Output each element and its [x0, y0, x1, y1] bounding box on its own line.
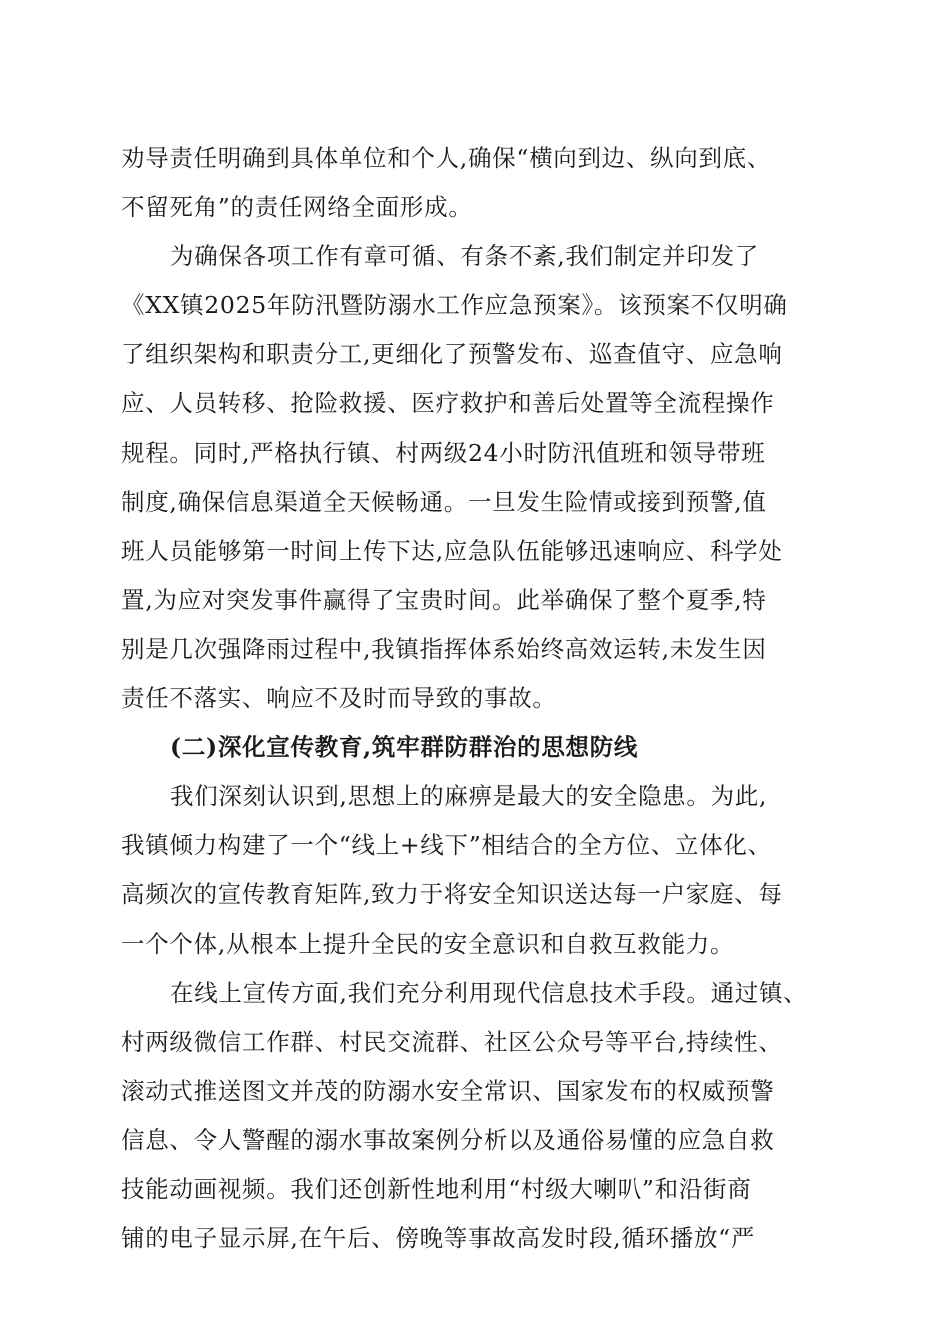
paragraph-line: 铺的电子显示屏,在午后、傍晚等事故高发时段,循环播放“严	[121, 1224, 756, 1253]
paragraph-line: 责任不落实、响应不及时而导致的事故。	[121, 684, 557, 713]
section-heading: (二)深化宣传教育,筑牢群防群治的思想防线	[170, 733, 639, 762]
paragraph-line: 技能动画视频。我们还创新性地利用“村级大喇叭”和沿街商	[121, 1174, 752, 1203]
paragraph-line: 应、人员转移、抢险救援、医疗救护和善后处置等全流程操作	[121, 389, 775, 418]
paragraph-line: 我镇倾力构建了一个“线上+线下”相结合的全方位、立体化、	[121, 831, 772, 860]
paragraph-line: 劝导责任明确到具体单位和个人,确保“横向到边、纵向到底、	[121, 144, 772, 172]
paragraph-line: 置,为应对突发事件赢得了宝贵时间。此举确保了整个夏季,特	[121, 585, 767, 614]
paragraph-line: 规程。同时,严格执行镇、村两级24小时防汛值班和领导带班	[121, 438, 766, 467]
paragraph-line: 村两级微信工作群、村民交流群、社区公众号等平台,持续性、	[121, 1027, 783, 1056]
paragraph-line: 了组织架构和职责分工,更细化了预警发布、巡查值守、应急响	[121, 340, 783, 369]
paragraph-line: 在线上宣传方面,我们充分利用现代信息技术手段。通过镇、	[170, 978, 808, 1007]
paragraph-line: 不留死角”的责任网络全面形成。	[121, 193, 473, 222]
paragraph-line: 一个个体,从根本上提升全民的安全意识和自救互救能力。	[121, 929, 735, 958]
paragraph-line: 《XX镇2025年防汛暨防溺水工作应急预案》。该预案不仅明确	[121, 291, 788, 320]
document-body	[121, 134, 831, 1263]
paragraph-line: 信息、令人警醒的溺水事故案例分析以及通俗易懂的应急自救	[121, 1125, 775, 1154]
paragraph-line: 班人员能够第一时间上传下达,应急队伍能够迅速响应、科学处	[121, 536, 783, 565]
paragraph-line: 我们深刻认识到,思想上的麻痹是最大的安全隐患。为此,	[170, 782, 768, 811]
paragraph-line: 高频次的宣传教育矩阵,致力于将安全知识送达每一户家庭、每	[121, 880, 783, 909]
paragraph-line: 为确保各项工作有章可循、有条不紊,我们制定并印发了	[170, 242, 759, 271]
paragraph-line: 制度,确保信息渠道全天候畅通。一旦发生险情或接到预警,值	[121, 487, 767, 516]
paragraph-line: 别是几次强降雨过程中,我镇指挥体系始终高效运转,未发生因	[121, 634, 767, 663]
paragraph-line: 滚动式推送图文并茂的防溺水安全常识、国家发布的权威预警	[121, 1076, 775, 1105]
